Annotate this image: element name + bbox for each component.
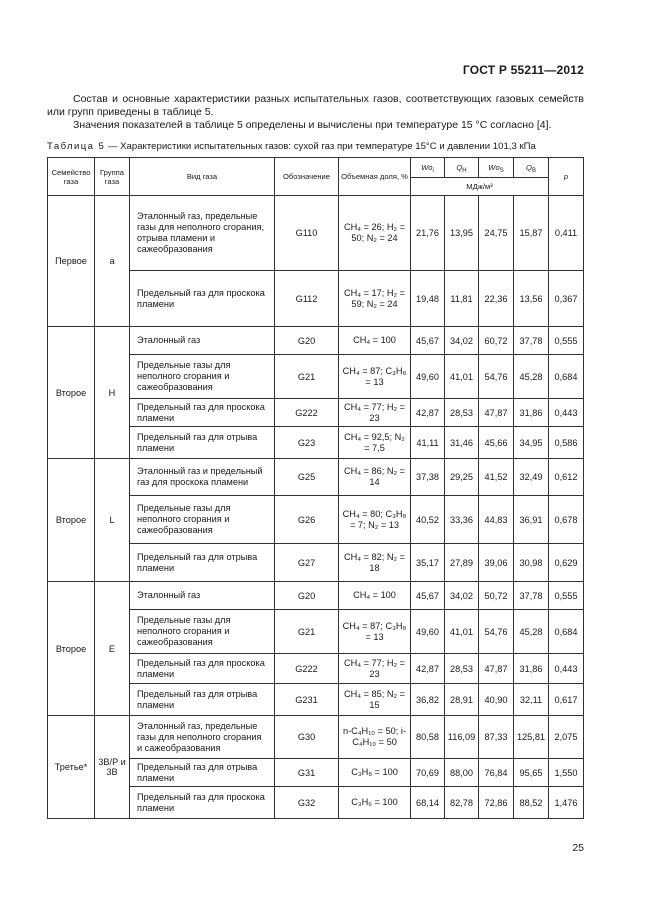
table-row xyxy=(48,327,584,355)
density-cell: 0,629 xyxy=(549,544,584,582)
wobbe-inferior-cell: 35,17 xyxy=(411,544,445,582)
gas-designation-cell: G222 xyxy=(275,399,339,427)
wobbe-inferior-cell: 68,14 xyxy=(411,787,445,819)
page-number: 25 xyxy=(572,842,584,854)
wobbe-inferior-cell: 42,87 xyxy=(411,654,445,684)
heat-superior-cell: 34,95 xyxy=(514,427,549,459)
wobbe-inferior-cell: 19,48 xyxy=(411,271,445,327)
heat-inferior-cell: 27,89 xyxy=(445,544,479,582)
gas-composition-cell: C₃H₈ = 100 xyxy=(339,759,411,787)
density-cell: 0,684 xyxy=(549,610,584,654)
gas-composition-cell: CH₄ = 26; H₂ = 50; N₂ = 24 xyxy=(339,196,411,271)
gas-family-cell: Второе xyxy=(48,459,95,582)
heat-inferior-cell: 13,95 xyxy=(445,196,479,271)
heat-superior-cell: 30,98 xyxy=(514,544,549,582)
wobbe-inferior-cell: 70,69 xyxy=(411,759,445,787)
gas-type-cell: Предельные газы для неполного сгорания и сажеобразования xyxy=(130,610,275,654)
wobbe-superior-cell: 87,33 xyxy=(479,716,514,759)
wobbe-superior-cell: 54,76 xyxy=(479,610,514,654)
heat-inferior-cell: 33,36 xyxy=(445,496,479,544)
wobbe-superior-cell: 60,72 xyxy=(479,327,514,355)
gas-family-cell: Третье* xyxy=(48,716,95,819)
heat-inferior-cell: 41,01 xyxy=(445,355,479,399)
gas-designation-cell: G21 xyxy=(275,610,339,654)
gas-family-cell: Второе xyxy=(48,327,95,459)
wobbe-inferior-cell: 42,87 xyxy=(411,399,445,427)
gas-composition-cell: CH₄ = 85; N₂ = 15 xyxy=(339,684,411,716)
density-cell: 0,411 xyxy=(549,196,584,271)
gas-group-cell: 3B/P и 3B xyxy=(95,716,130,819)
gas-composition-cell: CH₄ = 87; C₃H₈ = 13 xyxy=(339,355,411,399)
heat-superior-cell: 31,86 xyxy=(514,654,549,684)
density-cell: 0,617 xyxy=(549,684,584,716)
wobbe-inferior-cell: 45,67 xyxy=(411,327,445,355)
table-caption-label: Таблица 5 xyxy=(47,141,106,152)
density-cell: 0,586 xyxy=(549,427,584,459)
heat-superior-cell: 32,11 xyxy=(514,684,549,716)
wobbe-inferior-cell: 40,52 xyxy=(411,496,445,544)
heat-superior-cell: 13,56 xyxy=(514,271,549,327)
heat-inferior-cell: 116,09 xyxy=(445,716,479,759)
col-h-s: $Q_B$ xyxy=(514,158,549,178)
density-cell: 0,443 xyxy=(549,654,584,684)
density-cell: 0,612 xyxy=(549,459,584,496)
wobbe-inferior-cell: 37,38 xyxy=(411,459,445,496)
gas-designation-cell: G110 xyxy=(275,196,339,271)
col-density: p xyxy=(549,158,584,196)
wobbe-superior-cell: 39,06 xyxy=(479,544,514,582)
wobbe-inferior-cell: 36,82 xyxy=(411,684,445,716)
gas-family-cell: Первое xyxy=(48,196,95,327)
gas-designation-cell: G112 xyxy=(275,271,339,327)
gas-characteristics-table xyxy=(47,157,584,819)
density-cell: 0,555 xyxy=(549,582,584,610)
heat-superior-cell: 45,28 xyxy=(514,355,549,399)
gas-family-cell: Второе xyxy=(48,582,95,716)
gas-type-cell: Предельные газы для неполного сгорания и сажеобразования xyxy=(130,496,275,544)
heat-inferior-cell: 28,91 xyxy=(445,684,479,716)
standard-number: ГОСТ Р 55211—2012 xyxy=(462,63,584,77)
col-type: Вид газа xyxy=(130,158,275,196)
wobbe-superior-cell: 22,36 xyxy=(479,271,514,327)
heat-superior-cell: 36,91 xyxy=(514,496,549,544)
gas-type-cell: Эталонный газ, предельные газы для неполного сгорания, отрыва пламени и сажеобразования xyxy=(130,196,275,271)
gas-composition-cell: CH₄ = 77; H₂ = 23 xyxy=(339,654,411,684)
density-cell: 0,367 xyxy=(549,271,584,327)
wobbe-superior-cell: 24,75 xyxy=(479,196,514,271)
gas-designation-cell: G222 xyxy=(275,654,339,684)
col-family: Семейство газа xyxy=(48,158,95,196)
gas-type-cell: Предельный газ для отрыва пламени xyxy=(130,427,275,459)
gas-type-cell: Предельный газ для проскока пламени xyxy=(130,399,275,427)
wobbe-inferior-cell: 49,60 xyxy=(411,610,445,654)
gas-type-cell: Предельный газ для отрыва пламени xyxy=(130,544,275,582)
col-designation: Обозначение xyxy=(275,158,339,196)
gas-composition-cell: CH₄ = 77; H₂ = 23 xyxy=(339,399,411,427)
heat-superior-cell: 45,28 xyxy=(514,610,549,654)
density-cell: 1,550 xyxy=(549,759,584,787)
col-wo-i: $Wo_i$ xyxy=(411,158,445,178)
wobbe-superior-cell: 45,66 xyxy=(479,427,514,459)
density-cell: 2,075 xyxy=(549,716,584,759)
wobbe-superior-cell: 50,72 xyxy=(479,582,514,610)
heat-inferior-cell: 34,02 xyxy=(445,582,479,610)
heat-inferior-cell: 31,46 xyxy=(445,427,479,459)
wobbe-superior-cell: 47,87 xyxy=(479,654,514,684)
heat-inferior-cell: 28,53 xyxy=(445,654,479,684)
gas-designation-cell: G31 xyxy=(275,759,339,787)
gas-type-cell: Предельный газ для отрыва пламени xyxy=(130,759,275,787)
wobbe-inferior-cell: 80,58 xyxy=(411,716,445,759)
intro-paragraph: Состав и основные характеристики разных испытательных газов, соответствующих газовых семейств или групп приведены в таблице 5. xyxy=(47,93,584,118)
gas-composition-cell: CH₄ = 17; H₂ = 59; N₂ = 24 xyxy=(339,271,411,327)
gas-composition-cell: CH₄ = 92,5; N₂ = 7,5 xyxy=(339,427,411,459)
heat-superior-cell: 95,65 xyxy=(514,759,549,787)
gas-designation-cell: G26 xyxy=(275,496,339,544)
heat-superior-cell: 32,49 xyxy=(514,459,549,496)
heat-superior-cell: 125,81 xyxy=(514,716,549,759)
wobbe-superior-cell: 40,90 xyxy=(479,684,514,716)
wobbe-inferior-cell: 21,76 xyxy=(411,196,445,271)
gas-type-cell: Эталонный газ xyxy=(130,327,275,355)
gas-designation-cell: G25 xyxy=(275,459,339,496)
density-cell: 0,443 xyxy=(549,399,584,427)
table-caption xyxy=(47,141,536,152)
table-row xyxy=(48,716,584,759)
col-units: МДж/м³ xyxy=(411,178,549,196)
heat-inferior-cell: 29,25 xyxy=(445,459,479,496)
wobbe-inferior-cell: 45,67 xyxy=(411,582,445,610)
col-group: Группа газа xyxy=(95,158,130,196)
gas-composition-cell: CH₄ = 80; C₃H₈ = 7; N₂ = 13 xyxy=(339,496,411,544)
gas-designation-cell: G32 xyxy=(275,787,339,819)
wobbe-superior-cell: 54,76 xyxy=(479,355,514,399)
table-row xyxy=(48,459,584,496)
wobbe-superior-cell: 72,86 xyxy=(479,787,514,819)
gas-designation-cell: G20 xyxy=(275,327,339,355)
gas-type-cell: Предельный газ для проскока пламени xyxy=(130,787,275,819)
gas-composition-cell: n-C₄H₁₀ = 50; i-C₄H₁₀ = 50 xyxy=(339,716,411,759)
conditions-paragraph: Значения показателей в таблице 5 определены и вычислены при температуре 15 °С согласно [4]. xyxy=(73,119,552,131)
wobbe-inferior-cell: 41,11 xyxy=(411,427,445,459)
heat-inferior-cell: 34,02 xyxy=(445,327,479,355)
table-row xyxy=(48,582,584,610)
gas-designation-cell: G23 xyxy=(275,427,339,459)
gas-type-cell: Предельный газ для проскока пламени xyxy=(130,271,275,327)
gas-type-cell: Предельные газы для неполного сгорания и сажеобразования xyxy=(130,355,275,399)
col-volume: Объемная доля, % xyxy=(339,158,411,196)
gas-designation-cell: G21 xyxy=(275,355,339,399)
heat-superior-cell: 37,78 xyxy=(514,582,549,610)
gas-composition-cell: CH₄ = 82; N₂ = 18 xyxy=(339,544,411,582)
gas-designation-cell: G30 xyxy=(275,716,339,759)
wobbe-superior-cell: 76,84 xyxy=(479,759,514,787)
table-row xyxy=(48,196,584,271)
gas-composition-cell: CH₄ = 87; C₃H₈ = 13 xyxy=(339,610,411,654)
density-cell: 0,684 xyxy=(549,355,584,399)
gas-designation-cell: G27 xyxy=(275,544,339,582)
col-h-i: $Q_H$ xyxy=(445,158,479,178)
heat-inferior-cell: 82,78 xyxy=(445,787,479,819)
gas-composition-cell: CH₄ = 86; N₂ = 14 xyxy=(339,459,411,496)
col-wo-s: $Wo_S$ xyxy=(479,158,514,178)
wobbe-inferior-cell: 49,60 xyxy=(411,355,445,399)
heat-inferior-cell: 28,53 xyxy=(445,399,479,427)
table-caption-text: — Характеристики испытательных газов: сухой газ при температуре 15°С и давлении 101,3 кПа xyxy=(107,141,536,152)
heat-superior-cell: 31,86 xyxy=(514,399,549,427)
gas-designation-cell: G20 xyxy=(275,582,339,610)
gas-type-cell: Эталонный газ, предельные газы для неполного сгорания и сажеобразования xyxy=(130,716,275,759)
gas-group-cell: a xyxy=(95,196,130,327)
gas-group-cell: L xyxy=(95,459,130,582)
gas-type-cell: Предельный газ для отрыва пламени xyxy=(130,684,275,716)
gas-composition-cell: CH₄ = 100 xyxy=(339,327,411,355)
wobbe-superior-cell: 47,87 xyxy=(479,399,514,427)
gas-group-cell: E xyxy=(95,582,130,716)
gas-composition-cell: CH₄ = 100 xyxy=(339,582,411,610)
heat-inferior-cell: 88,00 xyxy=(445,759,479,787)
density-cell: 0,555 xyxy=(549,327,584,355)
gas-composition-cell: C₃H₆ = 100 xyxy=(339,787,411,819)
heat-inferior-cell: 11,81 xyxy=(445,271,479,327)
wobbe-superior-cell: 41,52 xyxy=(479,459,514,496)
gas-designation-cell: G231 xyxy=(275,684,339,716)
heat-superior-cell: 15,87 xyxy=(514,196,549,271)
heat-superior-cell: 37,78 xyxy=(514,327,549,355)
heat-superior-cell: 88,52 xyxy=(514,787,549,819)
heat-inferior-cell: 41,01 xyxy=(445,610,479,654)
gas-type-cell: Предельный газ для проскока пламени xyxy=(130,654,275,684)
gas-group-cell: H xyxy=(95,327,130,459)
gas-type-cell: Эталонный газ и предельный газ для проскока пламени xyxy=(130,459,275,496)
gas-type-cell: Эталонный газ xyxy=(130,582,275,610)
density-cell: 1,476 xyxy=(549,787,584,819)
density-cell: 0,678 xyxy=(549,496,584,544)
wobbe-superior-cell: 44,83 xyxy=(479,496,514,544)
